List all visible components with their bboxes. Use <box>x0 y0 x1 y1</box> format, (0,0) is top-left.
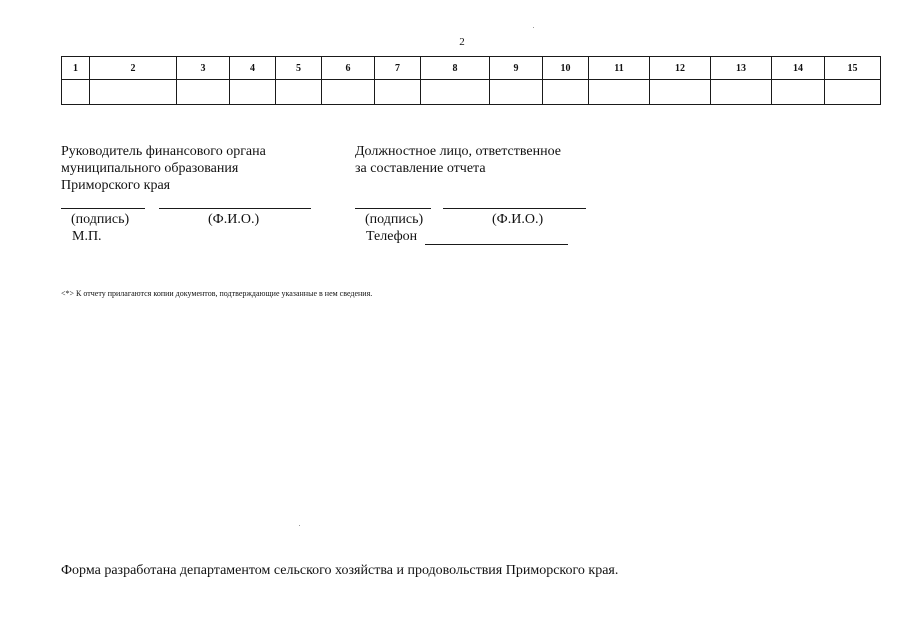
left-name-caption: (Ф.И.О.) <box>208 212 260 227</box>
column-header: 14 <box>772 57 825 80</box>
column-header: 8 <box>421 57 490 80</box>
column-header: 6 <box>322 57 375 80</box>
table-cell <box>711 80 772 105</box>
table-cell <box>650 80 711 105</box>
table-cell <box>772 80 825 105</box>
table-cell <box>375 80 421 105</box>
column-header: 1 <box>62 57 90 80</box>
right-title-line: за составление отчета <box>355 161 486 176</box>
footnote: <*> К отчету прилагаются копии документов, подтверждающие указанные в нем сведения. <box>61 289 373 298</box>
table-cell <box>322 80 375 105</box>
left-title-line: Руководитель финансового органа <box>61 144 266 159</box>
footer-note: Форма разработана департаментом сельского хозяйства и продовольствия Приморского края. <box>61 563 619 578</box>
column-header: 7 <box>375 57 421 80</box>
column-header: 3 <box>177 57 230 80</box>
column-header: 5 <box>276 57 322 80</box>
table-cell <box>230 80 276 105</box>
table-header-row <box>62 57 881 80</box>
report-table <box>61 56 881 105</box>
phone-label: Телефон <box>366 229 418 244</box>
column-header: 2 <box>90 57 177 80</box>
left-signature-line <box>61 208 145 209</box>
left-title-line: Приморского края <box>61 178 171 193</box>
scan-speck <box>533 27 534 28</box>
column-header: 9 <box>490 57 543 80</box>
left-title-line: муниципального образования <box>61 161 239 176</box>
column-header: 15 <box>825 57 881 80</box>
table-cell <box>490 80 543 105</box>
phone-line <box>425 244 568 245</box>
column-header: 10 <box>543 57 589 80</box>
table-row <box>62 80 881 105</box>
right-title-line: Должностное лицо, ответственное <box>355 144 561 159</box>
table-cell <box>177 80 230 105</box>
table-cell <box>825 80 881 105</box>
scan-speck <box>299 525 300 526</box>
table-cell <box>62 80 90 105</box>
column-header: 4 <box>230 57 276 80</box>
left-name-line <box>159 208 311 209</box>
right-name-caption: (Ф.И.О.) <box>492 212 544 227</box>
right-signature-caption: (подпись) <box>365 212 424 227</box>
table-cell <box>543 80 589 105</box>
table-cell <box>421 80 490 105</box>
right-signatory-title <box>355 143 561 177</box>
right-signature-line <box>355 208 431 209</box>
page-number: 2 <box>459 36 465 48</box>
column-header: 13 <box>711 57 772 80</box>
column-header: 12 <box>650 57 711 80</box>
stamp-caption: М.П. <box>72 229 102 244</box>
left-signatory-title <box>61 143 266 194</box>
column-header: 11 <box>589 57 650 80</box>
table-cell <box>90 80 177 105</box>
table-cell <box>276 80 322 105</box>
left-signature-caption: (подпись) <box>71 212 130 227</box>
right-name-line <box>443 208 586 209</box>
table-cell <box>589 80 650 105</box>
